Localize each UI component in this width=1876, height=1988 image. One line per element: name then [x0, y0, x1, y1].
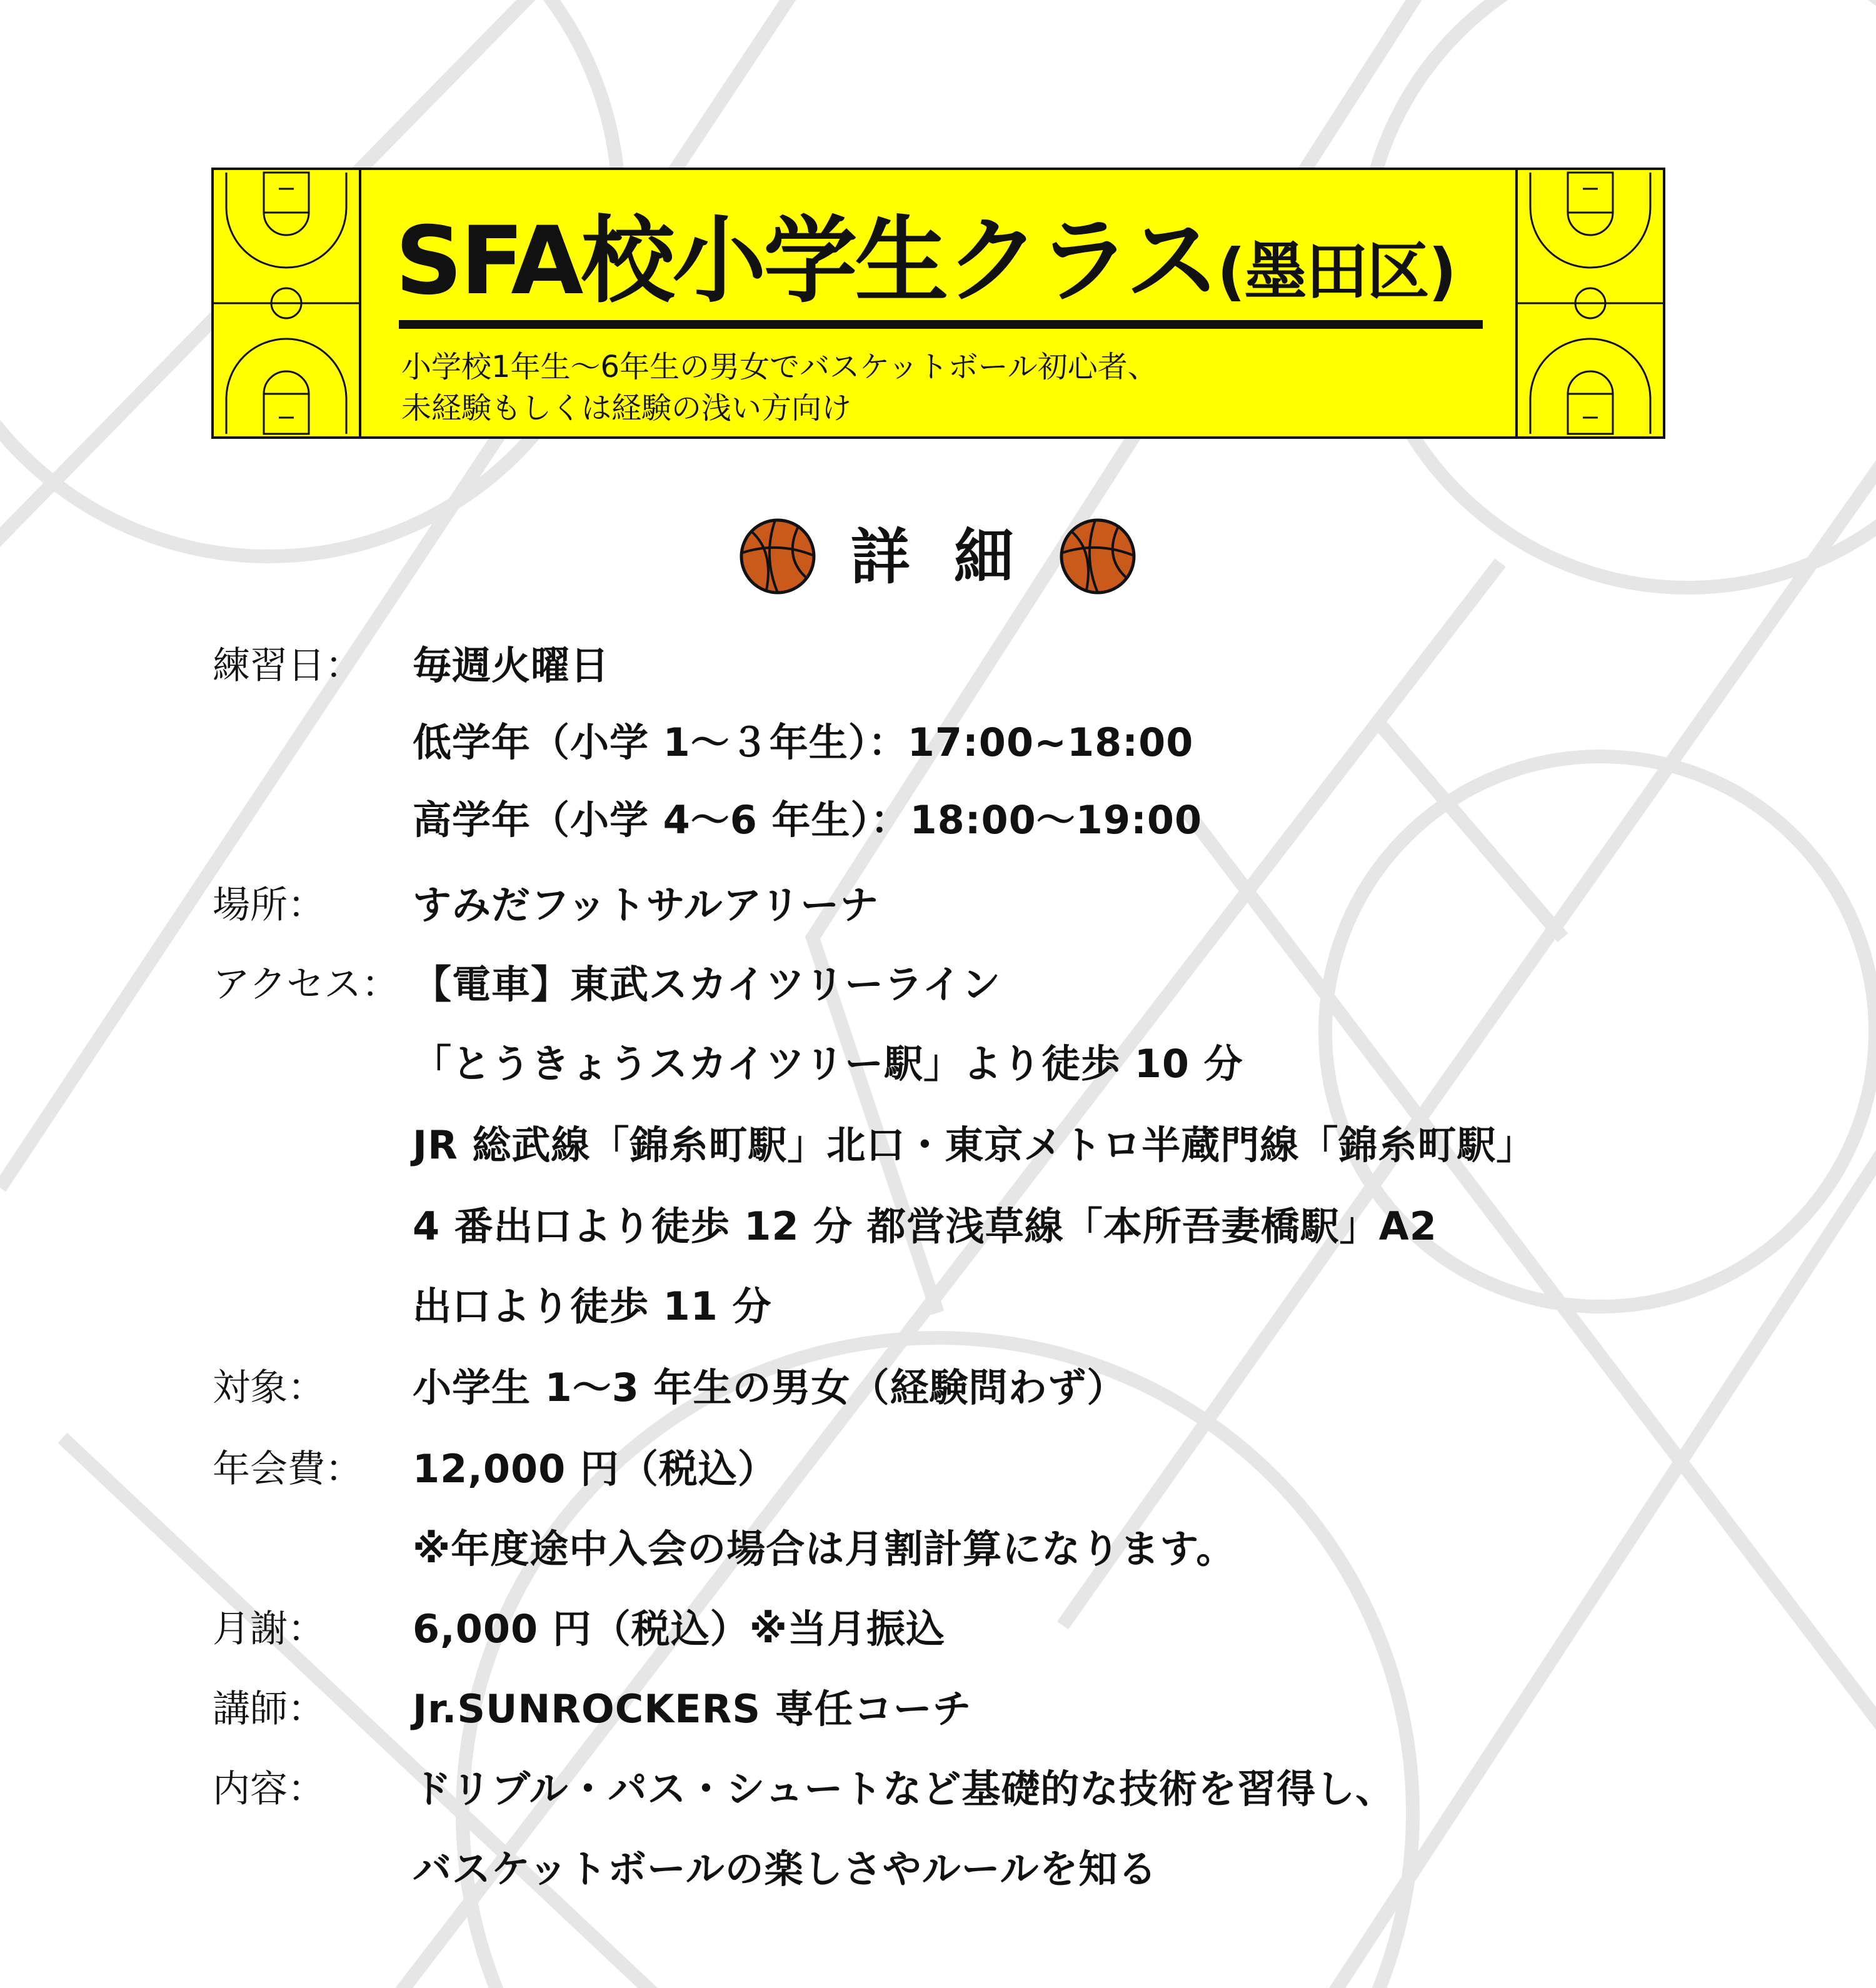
- detail-row-practice-day: [0, 635, 1876, 697]
- basketball-icon: [1058, 516, 1138, 596]
- detail-value: すみだフットサルアリーナ: [413, 882, 880, 928]
- detail-value: JR 総武線「錦糸町駅」北口・東京メトロ半蔵門線「錦糸町駅」: [413, 1122, 1536, 1168]
- detail-row-access: [0, 953, 1876, 1016]
- header-banner: [211, 168, 1665, 439]
- section-heading: [738, 516, 1138, 598]
- detail-value: 6,000 円（税込）※当月振込: [413, 1606, 945, 1652]
- detail-label: 年会費：: [213, 1447, 363, 1491]
- court-diagram-right: [1515, 170, 1663, 436]
- detail-row-target: [0, 1357, 1876, 1419]
- detail-label: アクセス：: [213, 963, 399, 1007]
- detail-value: 低学年（小学 1〜３年生）：17:00~18:00: [413, 720, 1194, 765]
- detail-row-access-5: [0, 1275, 1876, 1338]
- detail-label: 月謝：: [213, 1607, 325, 1651]
- detail-label: 対象：: [213, 1366, 325, 1410]
- title-main: SFA校小学生クラス: [395, 207, 1217, 316]
- detail-value: 高学年（小学 4〜6 年生）：18:00〜19:00: [413, 797, 1203, 843]
- detail-row-content: [0, 1758, 1876, 1820]
- subtitle: [401, 346, 1464, 429]
- subtitle-line: 未経験もしくは経験の浅い方向け: [401, 391, 852, 426]
- detail-value: 「とうきょうスカイツリー駅」より徒歩 10 分: [413, 1041, 1243, 1087]
- detail-row-lower-grade: [0, 711, 1876, 774]
- detail-value: 出口より徒歩 11 分: [413, 1283, 772, 1329]
- detail-value: Jr.SUNROCKERS 専任コーチ: [413, 1686, 972, 1732]
- detail-label: 場所：: [213, 883, 325, 927]
- detail-row-monthly-fee: [0, 1598, 1876, 1660]
- detail-row-instructor: [0, 1678, 1876, 1740]
- detail-row-access-4: [0, 1195, 1876, 1258]
- detail-value: 毎週火曜日: [413, 643, 610, 688]
- court-diagram-left: [214, 170, 361, 436]
- detail-value: バスケットボールの楽しさやルールを知る: [413, 1846, 1158, 1892]
- title-underline: [399, 320, 1483, 329]
- detail-value: 小学生 1〜3 年生の男女（経験問わず）: [413, 1365, 1126, 1410]
- subtitle-line: 小学校1年生〜6年生の男女でバスケットボール初心者、: [401, 349, 1158, 384]
- detail-label: 練習日：: [213, 644, 363, 688]
- detail-label: 講師：: [213, 1687, 325, 1731]
- detail-value: 12,000 円（税込）: [413, 1446, 777, 1492]
- detail-row-access-2: [0, 1033, 1876, 1095]
- detail-row-annual-fee: [0, 1438, 1876, 1500]
- detail-row-content-2: [0, 1838, 1876, 1900]
- detail-value: ドリブル・パス・シュートなど基礎的な技術を習得し、: [413, 1766, 1395, 1812]
- detail-value: ※年度途中入会の場合は月割計算になります。: [413, 1526, 1236, 1572]
- section-title: 詳 細: [850, 522, 1025, 592]
- title-ward: (墨田区): [1216, 235, 1456, 308]
- detail-label: 内容：: [213, 1767, 325, 1811]
- basketball-icon: [738, 516, 818, 596]
- detail-row-access-3: [0, 1114, 1876, 1177]
- detail-value: 【電車】東武スカイツリーライン: [413, 961, 1001, 1007]
- page-title: [395, 207, 1483, 322]
- detail-row-fee-note: [0, 1518, 1876, 1580]
- detail-row-upper-grade: [0, 789, 1876, 851]
- detail-value: 4 番出口より徒歩 12 分 都営浅草線「本所吾妻橋駅」A2: [413, 1203, 1437, 1249]
- detail-row-place: [0, 874, 1876, 936]
